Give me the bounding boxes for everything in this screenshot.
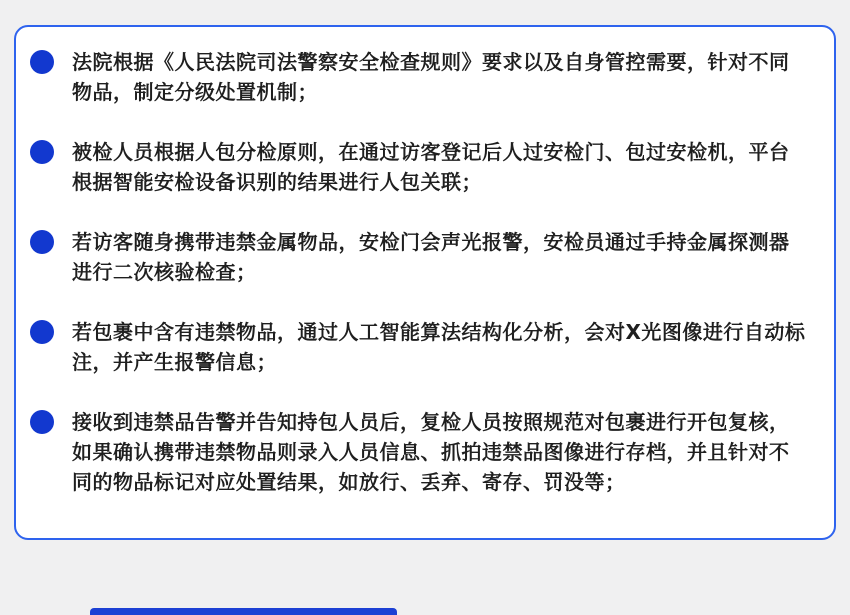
text-line: 若包裹中含有违禁物品，通过人工智能算法结构化分析，会对X光图像进行自动标 [72, 320, 806, 344]
bullet-dot-icon [30, 410, 54, 434]
text-line: 若访客随身携带违禁金属物品，安检门会声光报警，安检员通过手持金属探测器 [72, 230, 790, 254]
info-card [14, 25, 836, 540]
list-item-text [72, 47, 812, 107]
text-line: 进行二次核验检查； [72, 260, 257, 284]
text-line: 被检人员根据人包分检原则，在通过访客登记后人过安检门、包过安检机，平台 [72, 140, 790, 164]
bullet-dot-icon [30, 320, 54, 344]
text-line: 注，并产生报警信息； [72, 350, 277, 374]
list-item [30, 317, 820, 377]
text-line: 根据智能安检设备识别的结果进行人包关联； [72, 170, 482, 194]
next-section-header-edge [90, 608, 397, 615]
list-item [30, 227, 820, 287]
list-item-text [72, 227, 812, 287]
list-item [30, 137, 820, 197]
bullet-dot-icon [30, 230, 54, 254]
text-line: 物品，制定分级处置机制； [72, 80, 318, 104]
bullet-dot-icon [30, 140, 54, 164]
list-item-text [72, 317, 812, 377]
list-item-text [72, 137, 812, 197]
text-line: 法院根据《人民法院司法警察安全检查规则》要求以及自身管控需要，针对不同 [72, 50, 790, 74]
text-line: 接收到违禁品告警并告知持包人员后，复检人员按照规范对包裹进行开包复核， [72, 410, 790, 434]
list-item-text [72, 407, 812, 497]
list-item [30, 407, 820, 497]
text-line: 如果确认携带违禁物品则录入人员信息、抓拍违禁品图像进行存档，并且针对不 [72, 440, 790, 464]
bullet-dot-icon [30, 50, 54, 74]
list-item [30, 47, 820, 107]
text-line: 同的物品标记对应处置结果，如放行、丢弃、寄存、罚没等； [72, 470, 626, 494]
